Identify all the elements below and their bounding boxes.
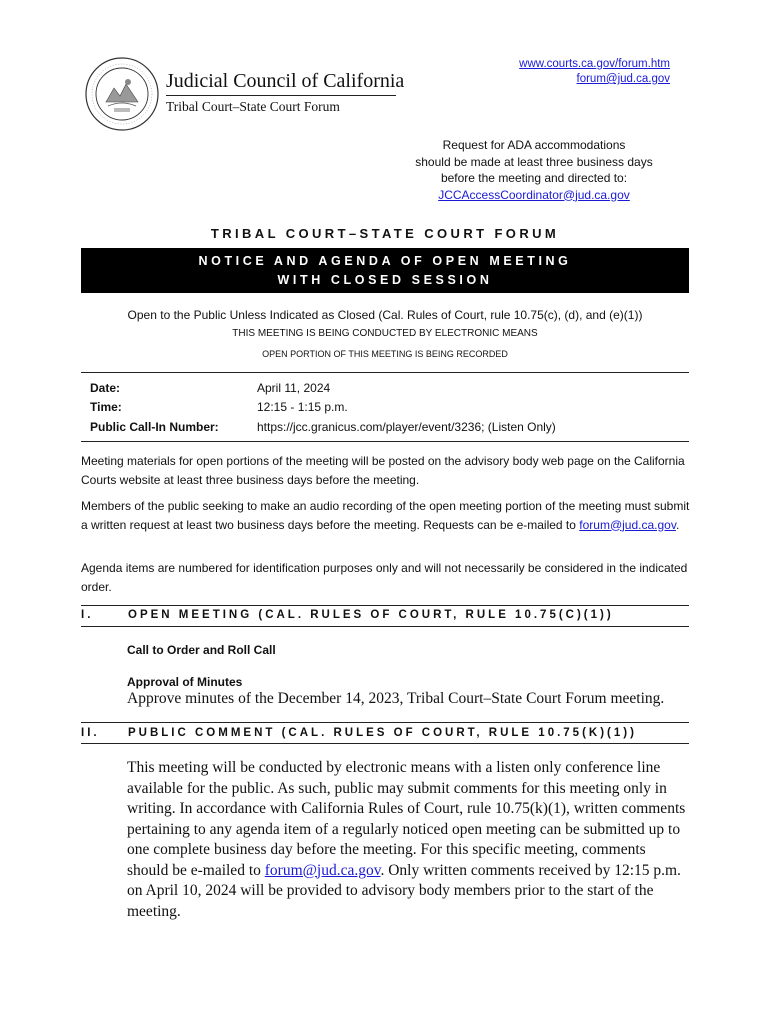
section-2-bottom-divider: [81, 743, 689, 744]
electronic-means-statement: THIS MEETING IS BEING CONDUCTED BY ELECTRONIC MEANS: [232, 328, 538, 339]
info-bottom-divider: [81, 441, 689, 442]
ada-line-3: before the meeting and directed to:: [440, 171, 628, 185]
public-comment-text-end: . Only written comments received by 12:15 p.m. on April 10, 2024 will be provided to advisory body members prior to the start of the meeting.: [127, 861, 681, 920]
section-1-top-divider: [81, 605, 689, 606]
header-divider: [166, 95, 396, 96]
open-public-statement: Open to the Public Unless Indicated as Closed (Cal. Rules of Court, rule 10.75(c), (d), and (e)(1)): [127, 308, 643, 322]
ada-notice: [384, 137, 684, 203]
notice-title-line-2: WITH CLOSED SESSION: [277, 273, 493, 287]
notice-banner: [81, 248, 689, 293]
org-name: Judicial Council of California: [166, 70, 405, 92]
contact-block: [519, 57, 670, 87]
time-value: 12:15 - 1:15 p.m.: [257, 400, 348, 414]
recording-note-text: Members of the public seeking to make an audio recording of the open meeting portion of the meeting must submit a written request at least two business days before the meeting. Requests can be e-mailed to: [81, 499, 690, 532]
approval-of-minutes-text: Approve minutes of the December 14, 2023, Tribal Court–State Court Forum meeting.: [127, 690, 665, 707]
call-in-label: Public Call-In Number:: [90, 420, 219, 434]
ada-line-2: should be made at least three business days: [415, 154, 653, 169]
website-link[interactable]: www.courts.ca.gov/forum.htm: [519, 58, 670, 70]
public-comment-body: [127, 758, 687, 922]
section-2-number: II.: [81, 727, 100, 739]
recording-email-link[interactable]: forum@jud.ca.gov: [579, 517, 676, 532]
section-1-bottom-divider: [81, 626, 689, 627]
call-to-order-title: Call to Order and Roll Call: [127, 643, 276, 657]
forum-title: TRIBAL COURT–STATE COURT FORUM: [210, 226, 560, 241]
section-2-title: PUBLIC COMMENT (CAL. RULES OF COURT, RULE 10.75(K)(1)): [128, 727, 637, 739]
public-comment-text: This meeting will be conducted by electronic means with a listen only conference line available for the public. As such, public may submit comments for this meeting only in writing. In accordance with California Rules of Court, rule 10.75(k)(1), written comments pertaining to any agenda item of a regularly noticed open meeting can be submitted up to one complete business day before the meeting. For this specific meeting, comments should be e-mailed to: [127, 759, 686, 879]
call-in-value[interactable]: https://jcc.granicus.com/player/event/3236; (Listen Only): [257, 420, 556, 434]
section-1-number: I.: [81, 609, 94, 621]
recording-statement: OPEN PORTION OF THIS MEETING IS BEING RECORDED: [262, 349, 508, 359]
recording-note: [81, 497, 691, 534]
org-subtitle: Tribal Court–State Court Forum: [166, 99, 340, 114]
time-label: Time:: [90, 400, 122, 414]
date-label: Date:: [90, 381, 121, 395]
agenda-numbering-note: Agenda items are numbered for identification purposes only and will not necessarily be considered in the indicated order.: [81, 561, 688, 594]
ada-line-1: Request for ADA accommodations: [442, 138, 626, 152]
date-value: April 11, 2024: [257, 381, 331, 395]
section-2-top-divider: [81, 722, 689, 723]
ada-email-link[interactable]: JCCAccessCoordinator@jud.ca.gov: [438, 187, 630, 202]
section-1-title: OPEN MEETING (CAL. RULES OF COURT, RULE 10.75(C)(1)): [128, 609, 614, 621]
notice-title-line-1: NOTICE AND AGENDA OF OPEN MEETING: [198, 254, 572, 268]
info-top-divider: [81, 372, 689, 373]
approval-of-minutes-title: Approval of Minutes: [127, 675, 243, 689]
public-comment-email-link[interactable]: forum@jud.ca.gov: [264, 861, 381, 879]
forum-email-link[interactable]: forum@jud.ca.gov: [576, 73, 670, 85]
materials-note: Meeting materials for open portions of the meeting will be posted on the advisory body web page on the California Courts website at least three business days before the meeting.: [81, 454, 685, 487]
judicial-council-seal-icon: [84, 56, 160, 132]
recording-note-end: .: [675, 517, 680, 532]
